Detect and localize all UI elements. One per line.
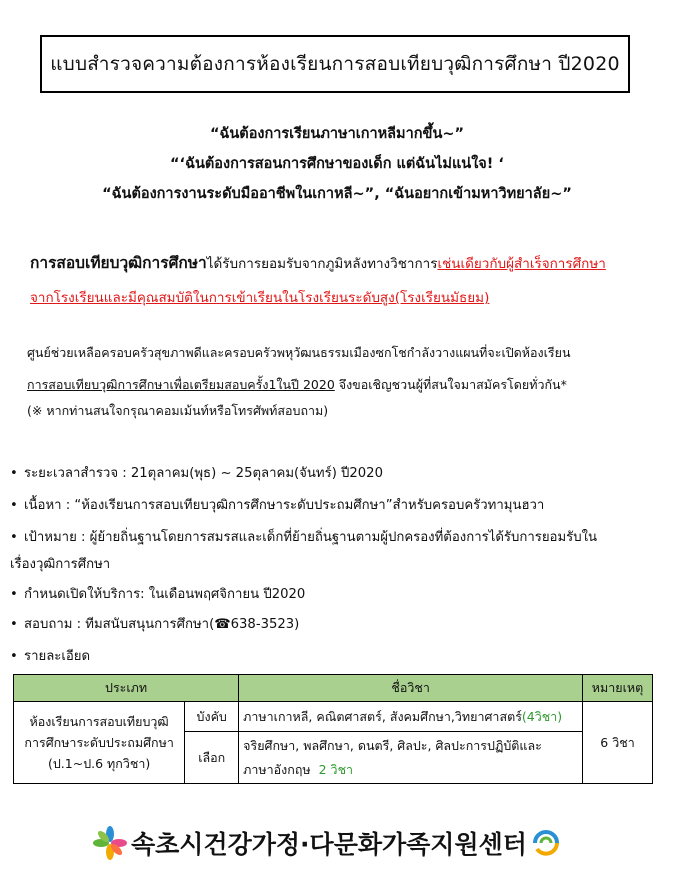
intro-red-1: เช่นเดียวกับผู้สำเร็จการศึกษา [437, 256, 606, 272]
table-row [14, 702, 653, 732]
bullet-target [10, 526, 597, 547]
quote-1: “ฉันต้องการเรียนภาษาเกาหลีมากขึ้น~” [209, 126, 465, 142]
type-elective: เลือก [185, 732, 239, 784]
note-cell: 6 วิชา [583, 702, 653, 784]
category-line: ห้องเรียนการสอบเทียบวุฒิ [29, 714, 169, 729]
bullet-details [10, 645, 90, 666]
category-line: (ป.1~ป.6 ทุกวิชา) [48, 756, 151, 771]
intro-line-1 [30, 250, 606, 275]
header-note: หมายเหตุ [583, 675, 653, 702]
bullet-dot: • [10, 587, 18, 602]
bullet-text: เนื้อหา : “ห้องเรียนการสอบเทียบวุฒิการศึกษาระดับประถมศึกษา”สำหรับครอบครัวทามุนฮวา [24, 498, 545, 513]
center-footer [93, 825, 563, 861]
subjects-elective [239, 732, 583, 784]
details-table [13, 674, 653, 784]
paragraph-line-3: (※ หากท่านสนใจกรุณาคอมเม้นท์หรือโทรศัพท์สอบถาม) [27, 403, 329, 418]
bullet-target-continued: เรื่องวุฒิการศึกษา [10, 557, 111, 572]
bullet-inquiry [10, 613, 299, 634]
bullet-text: กำหนดเปิดให้บริการ: ในเดือนพฤศจิกายน ปี2020 [24, 587, 306, 602]
quote-3: “ฉันต้องการงานระดับมืออาชีพในเกาหลี~”, “ฉันอยากเข้ามหาวิทยาลัย~” [102, 186, 572, 202]
intro-bold: การสอบเทียบวุฒิการศึกษา [30, 254, 207, 272]
bullet-dot: • [10, 649, 18, 664]
category-cell [14, 702, 185, 784]
table-header-row [14, 675, 653, 702]
bullet-content [10, 494, 544, 515]
intro-red-2: จากโรงเรียนและมีคุณสมบัติในการเข้าเรียนในโรงเรียนระดับสูง(โรงเรียนมัธยม) [30, 290, 490, 306]
intro-normal: ได้รับการยอมรับจากภูมิหลังทางวิชาการ [206, 256, 438, 272]
paragraph-underlined: การสอบเทียบวุฒิการศึกษาเพื่อเตรียมสอบครั้ง1ในปี 2020 [27, 377, 335, 392]
type-required: บังคับ [185, 702, 239, 732]
flower-logo-icon [93, 826, 127, 860]
subjects-text-line-2 [243, 758, 578, 782]
bullet-text: ระยะเวลาสำรวจ : 21ตุลาคม(พุธ) ~ 25ตุลาคม(จันทร์) ปี2020 [24, 466, 383, 481]
bullet-period [10, 462, 383, 483]
bullet-text: เป้าหมาย : ผู้ย้ายถิ่นฐานโดยการสมรสและเด็กที่ย้ายถิ่นฐานตามผู้ปกครองที่ต้องการได้รับการยอมรับใน [24, 530, 598, 545]
subject-count: (4วิชา) [521, 708, 563, 724]
header-subject: ชื่อวิชา [239, 675, 583, 702]
subjects-required [239, 702, 583, 732]
bullet-text: รายละเอียด [24, 649, 91, 664]
center-name: 속초시건강가정·다문화가족지원센터 [131, 830, 527, 859]
category-line: การศึกษาระดับประถมศึกษา [24, 735, 174, 750]
bullet-dot: • [10, 530, 18, 545]
paragraph-line-1: ศูนย์ช่วยเหลือครอบครัวสุขภาพดีและครอบครัวพหุวัฒนธรรมเมืองซกโชกำลังวางแผนที่จะเปิดห้องเรียน [27, 345, 571, 360]
header-category: ประเภท [14, 675, 239, 702]
bullet-text: สอบถาม : ทีมสนับสนุนการศึกษา(☎638-3523) [24, 617, 300, 632]
survey-title [40, 35, 630, 93]
subjects-text: ภาษาอังกฤษ [243, 761, 311, 777]
bullet-dot: • [10, 498, 18, 513]
subjects-text: ภาษาเกาหลี, คณิตศาสตร์, สังคมศึกษา,วิทยาศาสตร์ [243, 708, 522, 724]
bullet-dot: • [10, 617, 18, 632]
bullet-dot: • [10, 466, 18, 481]
subjects-text: จริยศึกษา, พลศึกษา, ดนตรี, ศิลปะ, ศิลปะการปฏิบัติและ [243, 737, 542, 753]
bullet-schedule [10, 583, 305, 604]
survey-title-text: แบบสำรวจความต้องการห้องเรียนการสอบเทียบวุฒิการศึกษา ปี2020 [50, 53, 620, 75]
swirl-logo-icon [529, 829, 563, 857]
subject-count: 2 วิชา [318, 761, 354, 777]
paragraph-line-2 [27, 372, 567, 398]
quote-2: “‘ฉันต้องการสอนการศึกษาของเด็ก แต่ฉันไม่แน่ใจ! ‘ [170, 156, 504, 172]
paragraph-rest: จึงขอเชิญชวนผู้ที่สนใจมาสมัครโดยทั่วกัน* [334, 377, 567, 392]
